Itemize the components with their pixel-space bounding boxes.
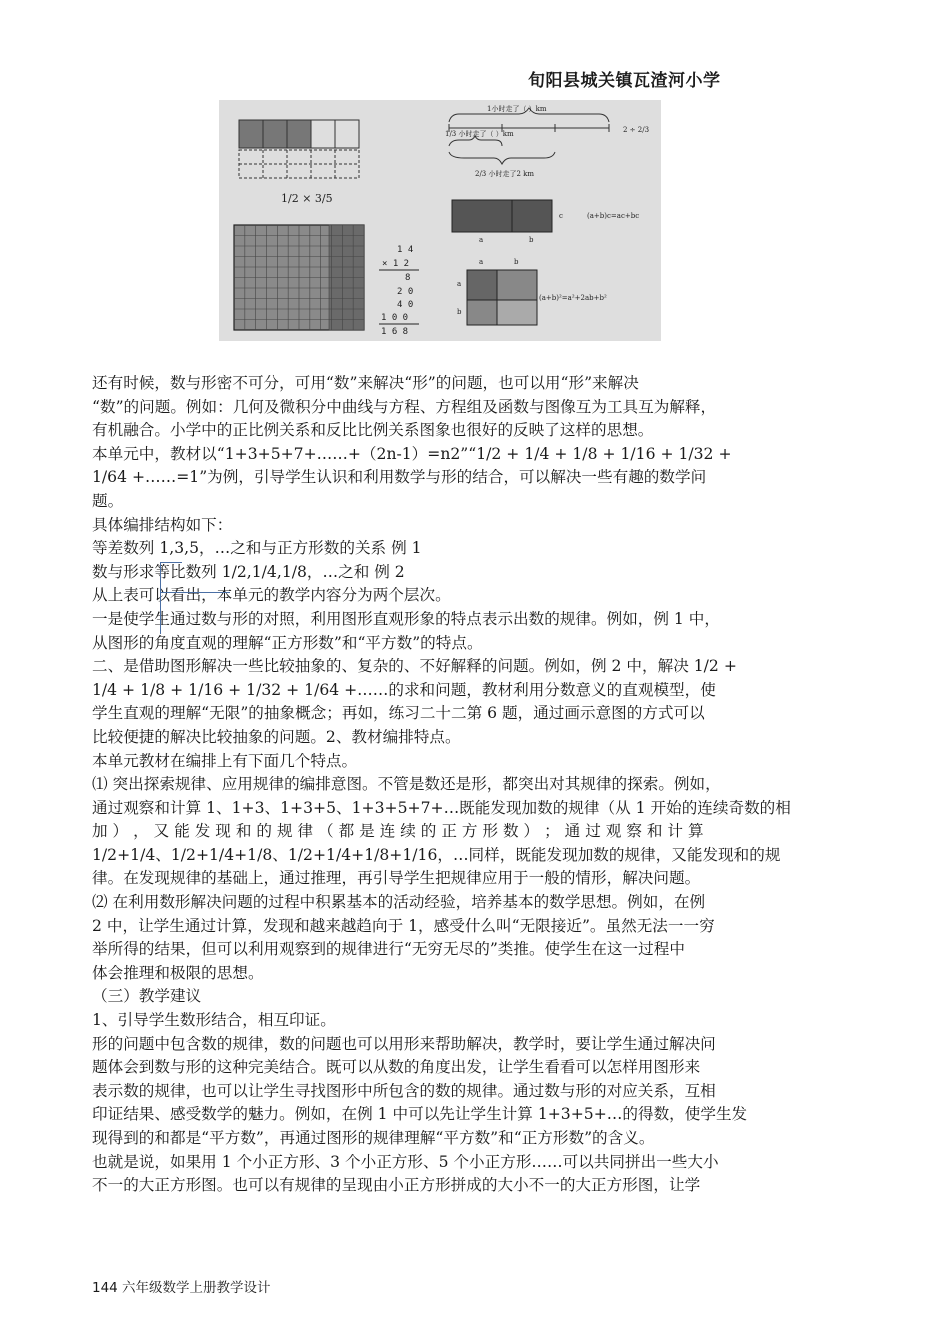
svg-text:(a+b)²=a²+2ab+b²: (a+b)²=a²+2ab+b² <box>539 294 607 302</box>
text-line: 一是使学生通过数与形的对照，利用图形直观形象的特点表示出数的规律。例如，例 1 中， <box>92 609 720 628</box>
text-line: 印证结果、感受数学的魅力。例如，在例 1 中可以先让学生计算 1+3+5+…的得数，使学生发 <box>92 1105 748 1124</box>
svg-text:1 6 8: 1 6 8 <box>381 327 409 337</box>
text-line: 从上表可以看出，本单元的教学内容分为两个层次。 <box>92 586 451 605</box>
svg-text:8: 8 <box>405 273 411 283</box>
text-line: 本单元中，教材以“1+3+5+7+……+（2n-1）=n2”“1/2 + 1/4 + 1/8 + 1/16 + 1/32 + <box>92 444 732 463</box>
text-line: 形的问题中包含数的规律，数的问题也可以用形来帮助解决，教学时，要让学生通过解决问 <box>92 1034 716 1053</box>
page-footer: 144 六年级数学上册教学设计 <box>92 1280 271 1296</box>
text-line: 本单元教材在编排上有下面几个特点。 <box>92 751 358 770</box>
top-label: 1小时走了（ ）km <box>487 105 547 113</box>
product-label: 1/2 × 3/5 <box>281 192 333 205</box>
text-line: 表示数的规律，也可以让学生寻找图形中所包含的数的规律。通过数与形的对应关系，互相 <box>92 1081 716 1100</box>
text-line: 题体会到数与形的这种完美结合。既可以从数的角度出发，让学生看看可以怎样用图形来 <box>92 1058 701 1077</box>
body-text <box>92 372 842 1198</box>
text-line: （三）教学建议 <box>92 987 202 1006</box>
text-line: 还有时候，数与形密不可分，可用“数”来解决“形”的问题，也可以用“形”来解决 <box>92 374 639 392</box>
svg-text:b: b <box>529 236 534 244</box>
multiplication-grid <box>234 225 364 330</box>
svg-text:b: b <box>457 308 462 316</box>
text-line: 举所得的结果，但可以利用观察到的规律进行“无穷无尽的”类推。使学生在这一过程中 <box>92 940 685 959</box>
svg-text:1 0 0: 1 0 0 <box>381 313 409 323</box>
text-line: 1/2+1/4、1/2+1/4+1/8、1/2+1/4+1/8+1/16，…同样，既能发现加数的规律，又能发现和的规 <box>92 845 781 864</box>
text-line: 2 中，让学生通过计算，发现和越来越趋向于 1，感受什么叫“无限接近”。虽然无法一一穷 <box>92 916 715 935</box>
text-line: 律。在发现规律的基础上，通过推理，再引导学生把规律应用于一般的情形，解决问题。 <box>92 869 701 888</box>
text-line: 现得到的和都是“平方数”，再通过图形的规律理解“平方数”和“正方形数”的含义。 <box>92 1129 655 1147</box>
svg-text:× 1 2: × 1 2 <box>382 259 410 269</box>
svg-text:2 0: 2 0 <box>397 287 414 297</box>
school-header: 旬阳县城关镇瓦渣河小学 <box>528 71 721 91</box>
text-line: “数”的问题。例如：几何及微积分中曲线与方程、方程组及函数与图像互为工具互为解释， <box>92 397 717 416</box>
svg-text:4 0: 4 0 <box>397 300 414 310</box>
text-line: 1/64 +……=1”为例，引导学生认识和利用数学与形的结合，可以解决一些有趣的数学问 <box>92 468 707 487</box>
svg-text:b: b <box>514 258 519 266</box>
text-line: 学生直观的理解“无限”的抽象概念；再如，练习二十二第 6 题，通过画示意图的方式可以 <box>92 704 705 723</box>
svg-text:a: a <box>479 236 484 244</box>
text-line: 加 ） ， 又 能 发 现 和 的 规 律 （ 都 是 连 续 的 正 方 形 数 ） ； 通 过 观 察 和 计 算 <box>92 822 704 841</box>
svg-text:a: a <box>479 258 484 266</box>
two-thirds-label: 2/3 小时走了2 km <box>475 170 535 178</box>
text-line: 等差数列 1,3,5，…之和与正方形数的关系 例 1 <box>92 539 422 558</box>
text-line: 题。 <box>92 491 124 510</box>
text-line: 具体编排结构如下： <box>92 515 233 534</box>
structure-bracket <box>160 562 161 634</box>
text-line: 从图形的角度直观的理解“正方形数”和“平方数”的特点。 <box>92 633 483 652</box>
text-line: ⑵ 在利用数形解决问题的过程中积累基本的活动经验，培养基本的数学思想。例如，在例 <box>92 893 706 912</box>
text-line: 二、是借助图形解决一些比较抽象的、复杂的、不好解释的问题。例如，例 2 中，解决 1/2 + <box>92 657 737 676</box>
text-line: ⑴ 突出探索规律、应用规律的编排意图。不管是数还是形，都突出对其规律的探索。例如， <box>92 775 721 794</box>
svg-text:a: a <box>457 280 462 288</box>
text-line: 数与形求等比数列 1/2,1/4,1/8，…之和 例 2 <box>92 562 405 581</box>
svg-text:c: c <box>559 212 563 220</box>
text-line: 比较便捷的解决比较抽象的问题。2、教材编排特点。 <box>92 727 461 746</box>
text-line: 体会推理和极限的思想。 <box>92 963 264 982</box>
frac-label: 1/3 小时走了（ ）km <box>445 130 514 138</box>
text-line: 不一的大正方形图。也可以有规律的呈现由小正方形拼成的大小不一的大正方形图，让学 <box>92 1176 701 1195</box>
text-line: 也就是说，如果用 1 个小正方形、3 个小正方形、5 个小正方形……可以共同拼出一些大小 <box>92 1152 719 1171</box>
svg-text:(a+b)c=ac+bc: (a+b)c=ac+bc <box>587 212 640 220</box>
text-line: 有机融合。小学中的正比例关系和反比比例关系图象也很好的反映了这样的思想。 <box>92 421 654 440</box>
bracket-mid-tick <box>160 592 230 593</box>
text-line: 通过观察和计算 1、1+3、1+3+5、1+3+5+7+…既能发现加数的规律（从 1 开始的连续奇数的相 <box>92 798 791 817</box>
bracket-top-tick <box>160 562 182 563</box>
text-line: 1、引导学生数形结合，相互印证。 <box>92 1011 336 1030</box>
text-line: 1/4 + 1/8 + 1/16 + 1/32 + 1/64 +……的求和问题，教材利用分数意义的直观模型，使 <box>92 680 716 699</box>
textbook-figure-photo <box>219 100 661 341</box>
svg-text:1 4: 1 4 <box>397 245 414 255</box>
right-equation: 2 ÷ 2/3 <box>623 126 650 134</box>
